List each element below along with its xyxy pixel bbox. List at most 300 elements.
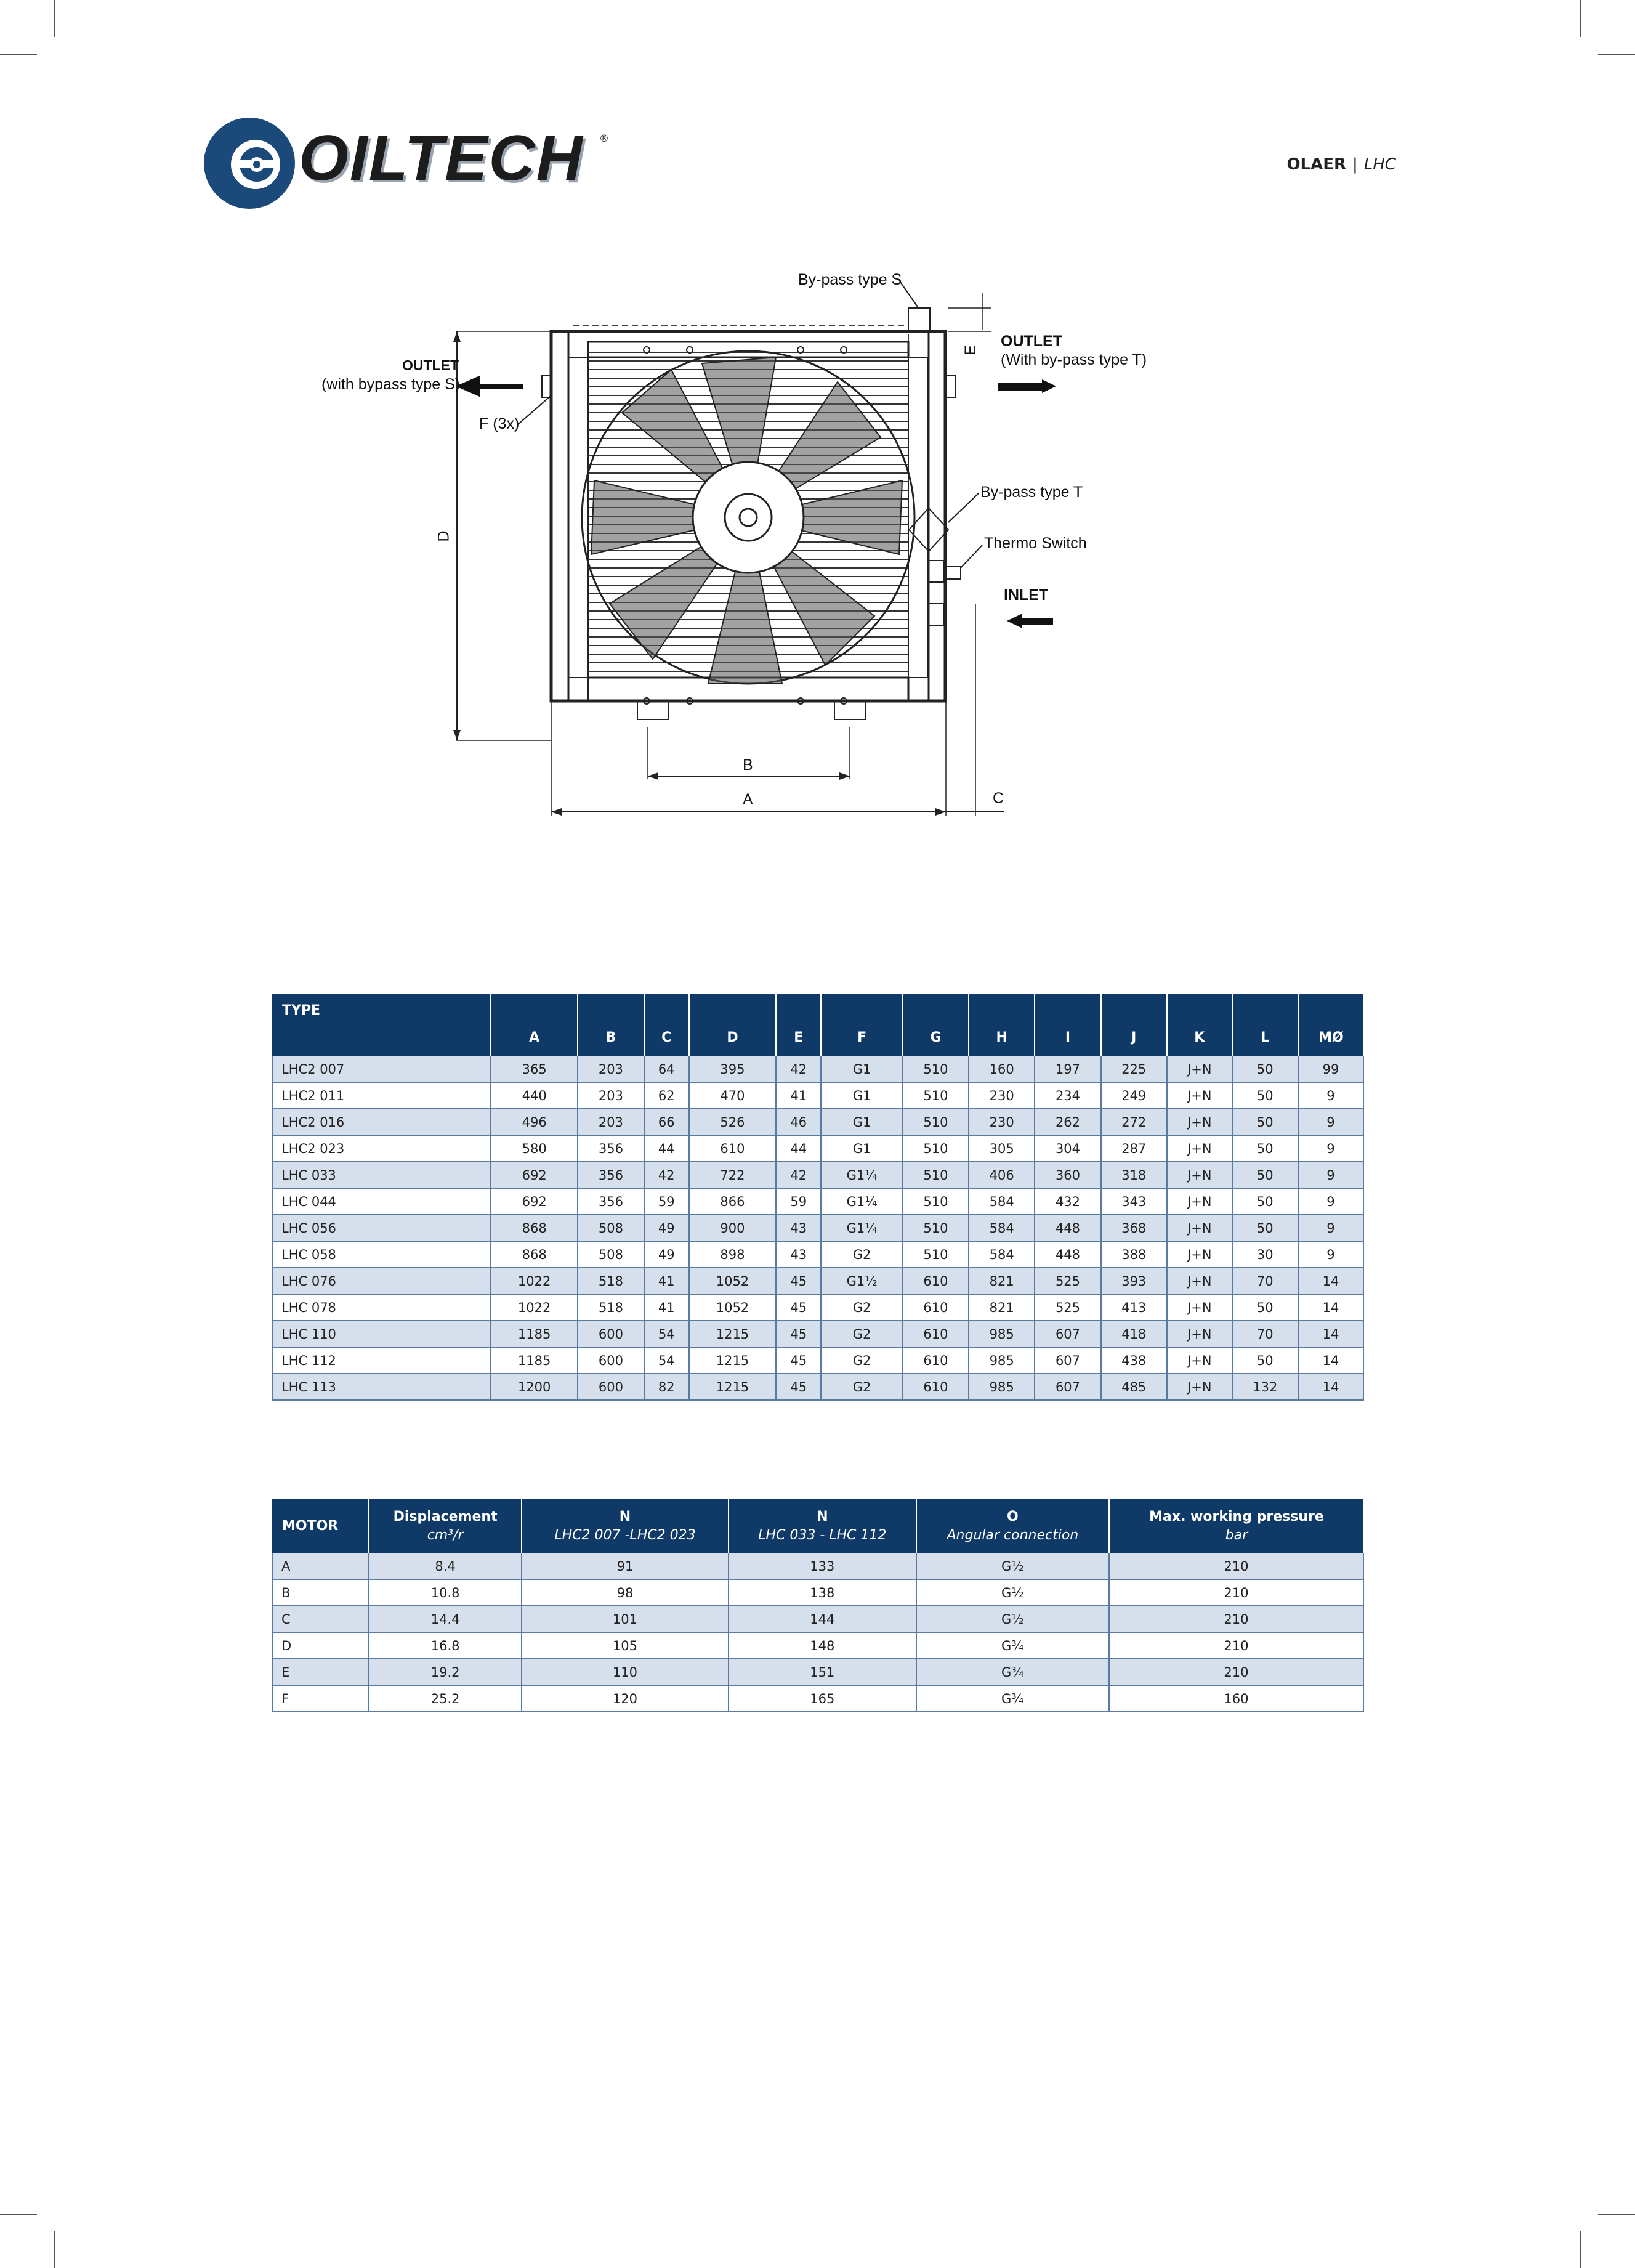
table-row [272, 1321, 1363, 1347]
table-cell: 406 [969, 1162, 1035, 1188]
table-cell: 607 [1035, 1374, 1100, 1400]
label-outlet-left: OUTLET [402, 357, 459, 373]
table-cell: 30 [1232, 1241, 1298, 1268]
crop-mark-tl-h [0, 54, 37, 55]
crop-mark-tl-v [54, 0, 55, 37]
n-lhc-col-sub: LHC 033 - LHC 112 [758, 1528, 887, 1543]
motor-col-title: MOTOR [282, 1518, 339, 1534]
table-cell: 395 [689, 1056, 776, 1082]
pressure-col-title: Max. working pressure [1149, 1509, 1324, 1525]
table-cell: A [272, 1553, 369, 1579]
dim-label-a: A [743, 791, 753, 808]
table-cell: 356 [578, 1188, 644, 1215]
table-cell: 9 [1298, 1135, 1363, 1162]
table-cell: 50 [1232, 1109, 1298, 1135]
table-row [272, 1109, 1363, 1135]
col-header: MØ [1298, 994, 1363, 1056]
table-cell: 70 [1232, 1268, 1298, 1294]
table-cell: G1½ [821, 1268, 903, 1294]
logo-emblem-icon [200, 114, 299, 213]
table-cell: 393 [1101, 1268, 1167, 1294]
table-row [272, 1268, 1363, 1294]
o-col-sub: Angular connection [947, 1528, 1079, 1543]
table-cell: 600 [578, 1321, 644, 1347]
table-cell: 866 [689, 1188, 776, 1215]
table-cell: 510 [903, 1109, 969, 1135]
table-cell: 10.8 [369, 1579, 522, 1606]
table-row [272, 1347, 1363, 1374]
table-row [272, 1579, 1363, 1606]
table-cell: 138 [729, 1579, 916, 1606]
table-cell: 14 [1298, 1374, 1363, 1400]
table-cell: 1185 [491, 1321, 578, 1347]
table-cell: 610 [903, 1294, 969, 1321]
table-cell: 151 [729, 1659, 916, 1685]
table-cell: G2 [821, 1374, 903, 1400]
table-cell: 9 [1298, 1109, 1363, 1135]
table-cell: 66 [644, 1109, 689, 1135]
table-cell: 692 [491, 1188, 578, 1215]
table-cell: 304 [1035, 1135, 1100, 1162]
logo-wordmark: OILTECH [299, 123, 584, 194]
table-cell: 41 [644, 1268, 689, 1294]
table-cell: 1052 [689, 1294, 776, 1321]
col-header: A [491, 994, 578, 1056]
table-cell: J+N [1167, 1374, 1232, 1400]
table-cell: 44 [644, 1135, 689, 1162]
table-cell: 105 [522, 1632, 729, 1659]
table-cell: 62 [644, 1082, 689, 1109]
table-cell: 9 [1298, 1215, 1363, 1241]
col-header: E [776, 994, 821, 1056]
col-header: I [1035, 994, 1100, 1056]
table-cell: 14 [1298, 1294, 1363, 1321]
table-cell: 610 [903, 1321, 969, 1347]
table-cell: 82 [644, 1374, 689, 1400]
table-cell: 59 [644, 1188, 689, 1215]
table-cell: 510 [903, 1188, 969, 1215]
table-row [272, 1215, 1363, 1241]
table-cell: 9 [1298, 1241, 1363, 1268]
dim-label-c: C [993, 790, 1004, 807]
table-cell: 14 [1298, 1347, 1363, 1374]
n-lhc2-col-sub: LHC2 007 -LHC2 023 [554, 1528, 696, 1543]
table-cell: G2 [821, 1294, 903, 1321]
table-cell: 607 [1035, 1347, 1100, 1374]
table-cell: 50 [1232, 1056, 1298, 1082]
table-cell: 580 [491, 1135, 578, 1162]
table-cell: 432 [1035, 1188, 1100, 1215]
table-cell: LHC 056 [272, 1215, 491, 1241]
table-row [272, 1632, 1363, 1659]
table-cell: J+N [1167, 1294, 1232, 1321]
n-lhc-col-title: N [817, 1509, 828, 1525]
table-cell: 42 [644, 1162, 689, 1188]
table-cell: 868 [491, 1215, 578, 1241]
table-cell: 900 [689, 1215, 776, 1241]
table-cell: 305 [969, 1135, 1035, 1162]
displacement-col-header [369, 1499, 522, 1553]
table-cell: 9 [1298, 1188, 1363, 1215]
table-cell: 510 [903, 1056, 969, 1082]
table-cell: 1022 [491, 1294, 578, 1321]
dimensions-table-body [272, 1056, 1363, 1400]
table-cell: 45 [776, 1374, 821, 1400]
registered-mark: ® [599, 132, 609, 144]
table-cell: 584 [969, 1215, 1035, 1241]
table-cell: LHC2 007 [272, 1056, 491, 1082]
col-header: H [969, 994, 1035, 1056]
motor-table-body [272, 1553, 1363, 1712]
table-cell: 508 [578, 1241, 644, 1268]
table-cell: 510 [903, 1135, 969, 1162]
table-cell: G½ [916, 1606, 1109, 1632]
table-cell: G½ [916, 1579, 1109, 1606]
table-cell: 41 [644, 1294, 689, 1321]
table-cell: 133 [729, 1553, 916, 1579]
motor-table [272, 1499, 1364, 1712]
table-cell: 584 [969, 1188, 1035, 1215]
table-cell: 64 [644, 1056, 689, 1082]
label-outlet-left-sub: (with bypass type S) [321, 376, 461, 393]
table-cell: 59 [776, 1188, 821, 1215]
table-cell: G¾ [916, 1659, 1109, 1685]
table-cell: 1215 [689, 1374, 776, 1400]
table-cell: 50 [1232, 1082, 1298, 1109]
table-cell: 44 [776, 1135, 821, 1162]
table-cell: 203 [578, 1082, 644, 1109]
col-header: F [821, 994, 903, 1056]
table-cell: 496 [491, 1109, 578, 1135]
crop-mark-br-h [1598, 2214, 1635, 2215]
table-cell: 148 [729, 1632, 916, 1659]
table-cell: 42 [776, 1056, 821, 1082]
table-cell: 356 [578, 1135, 644, 1162]
col-header: D [689, 994, 776, 1056]
table-cell: 203 [578, 1109, 644, 1135]
crop-mark-tr-v [1580, 0, 1581, 37]
table-cell: 343 [1101, 1188, 1167, 1215]
table-cell: 448 [1035, 1241, 1100, 1268]
table-row [272, 1135, 1363, 1162]
table-cell: 8.4 [369, 1553, 522, 1579]
table-cell: 210 [1109, 1579, 1363, 1606]
displacement-col-unit: cm³/r [427, 1528, 464, 1543]
table-cell: 868 [491, 1241, 578, 1268]
table-row [272, 1685, 1363, 1712]
crop-mark-bl-h [0, 2214, 37, 2215]
table-cell: J+N [1167, 1056, 1232, 1082]
col-header: TYPE [272, 994, 491, 1056]
table-cell: G¾ [916, 1685, 1109, 1712]
table-cell: 1215 [689, 1347, 776, 1374]
table-cell: 448 [1035, 1215, 1100, 1241]
table-cell: 50 [1232, 1294, 1298, 1321]
label-inlet: INLET [1004, 586, 1049, 604]
table-cell: 470 [689, 1082, 776, 1109]
table-cell: 101 [522, 1606, 729, 1632]
table-cell: 160 [1109, 1685, 1363, 1712]
table-cell: 692 [491, 1162, 578, 1188]
table-cell: G2 [821, 1347, 903, 1374]
table-cell: 197 [1035, 1056, 1100, 1082]
oiltech-logo [200, 114, 619, 213]
table-cell: 49 [644, 1241, 689, 1268]
table-cell: 607 [1035, 1321, 1100, 1347]
crop-mark-br-v [1580, 2231, 1581, 2268]
table-cell: LHC 113 [272, 1374, 491, 1400]
table-cell: 14.4 [369, 1606, 522, 1632]
table-row [272, 1659, 1363, 1685]
table-cell: LHC 058 [272, 1241, 491, 1268]
crop-mark-bl-v [54, 2231, 55, 2268]
table-row [272, 1162, 1363, 1188]
label-f-3x: F (3x) [479, 415, 520, 432]
table-cell: 50 [1232, 1162, 1298, 1188]
dimensions-table [272, 994, 1364, 1401]
label-bypass-t: By-pass type T [980, 484, 1083, 501]
table-cell: J+N [1167, 1082, 1232, 1109]
table-cell: 54 [644, 1347, 689, 1374]
table-cell: 144 [729, 1606, 916, 1632]
table-row [272, 1374, 1363, 1400]
table-cell: 368 [1101, 1215, 1167, 1241]
o-col-header [916, 1499, 1109, 1553]
table-cell: 49 [644, 1215, 689, 1241]
table-cell: G1 [821, 1056, 903, 1082]
pressure-col-unit: bar [1225, 1528, 1248, 1543]
o-col-title: O [1007, 1509, 1019, 1525]
table-cell: G1 [821, 1135, 903, 1162]
table-cell: 45 [776, 1294, 821, 1321]
table-cell: 210 [1109, 1606, 1363, 1632]
table-cell: J+N [1167, 1135, 1232, 1162]
table-cell: 14 [1298, 1321, 1363, 1347]
table-cell: G1 [821, 1082, 903, 1109]
dim-label-d: D [435, 530, 453, 542]
table-cell: 438 [1101, 1347, 1167, 1374]
table-cell: 50 [1232, 1135, 1298, 1162]
table-cell: 45 [776, 1347, 821, 1374]
table-cell: 610 [903, 1374, 969, 1400]
table-cell: 1215 [689, 1321, 776, 1347]
table-cell: LHC 044 [272, 1188, 491, 1215]
table-cell: 230 [969, 1082, 1035, 1109]
table-cell: 985 [969, 1347, 1035, 1374]
table-cell: 510 [903, 1215, 969, 1241]
table-cell: 160 [969, 1056, 1035, 1082]
table-cell: B [272, 1579, 369, 1606]
table-cell: J+N [1167, 1321, 1232, 1347]
table-cell: 110 [522, 1659, 729, 1685]
brand-separator: | [1352, 155, 1358, 174]
col-header: B [578, 994, 644, 1056]
table-row [272, 1294, 1363, 1321]
table-cell: LHC 078 [272, 1294, 491, 1321]
table-cell: 485 [1101, 1374, 1167, 1400]
table-cell: 287 [1101, 1135, 1167, 1162]
table-cell: 584 [969, 1241, 1035, 1268]
label-thermo-switch: Thermo Switch [984, 535, 1087, 552]
table-cell: 210 [1109, 1632, 1363, 1659]
table-cell: 272 [1101, 1109, 1167, 1135]
table-cell: 249 [1101, 1082, 1167, 1109]
table-cell: G2 [821, 1241, 903, 1268]
table-cell: F [272, 1685, 369, 1712]
table-cell: 508 [578, 1215, 644, 1241]
table-cell: 600 [578, 1347, 644, 1374]
table-cell: 225 [1101, 1056, 1167, 1082]
table-cell: LHC2 016 [272, 1109, 491, 1135]
table-row [272, 1082, 1363, 1109]
table-cell: G2 [821, 1321, 903, 1347]
crop-mark-tr-h [1598, 54, 1635, 55]
table-cell: 821 [969, 1294, 1035, 1321]
table-cell: 360 [1035, 1162, 1100, 1188]
table-cell: 510 [903, 1241, 969, 1268]
table-cell: G1 [821, 1109, 903, 1135]
table-row [272, 1188, 1363, 1215]
table-cell: 99 [1298, 1056, 1363, 1082]
table-cell: 120 [522, 1685, 729, 1712]
table-cell: 898 [689, 1241, 776, 1268]
table-cell: 98 [522, 1579, 729, 1606]
table-row [272, 1606, 1363, 1632]
table-cell: 1052 [689, 1268, 776, 1294]
table-cell: 413 [1101, 1294, 1167, 1321]
table-cell: LHC 112 [272, 1347, 491, 1374]
table-cell: 50 [1232, 1188, 1298, 1215]
table-cell: 9 [1298, 1162, 1363, 1188]
table-cell: 165 [729, 1685, 916, 1712]
table-cell: 262 [1035, 1109, 1100, 1135]
table-cell: G1¼ [821, 1215, 903, 1241]
table-cell: 25.2 [369, 1685, 522, 1712]
table-cell: 50 [1232, 1215, 1298, 1241]
table-row [272, 1241, 1363, 1268]
col-header: C [644, 994, 689, 1056]
table-row [272, 1056, 1363, 1082]
table-cell: 50 [1232, 1347, 1298, 1374]
table-cell: 318 [1101, 1162, 1167, 1188]
table-cell: 54 [644, 1321, 689, 1347]
table-cell: J+N [1167, 1162, 1232, 1188]
table-cell: 600 [578, 1374, 644, 1400]
table-cell: 356 [578, 1162, 644, 1188]
table-cell: D [272, 1632, 369, 1659]
table-cell: 9 [1298, 1082, 1363, 1109]
displacement-col-title: Displacement [393, 1509, 498, 1525]
table-cell: 365 [491, 1056, 578, 1082]
table-cell: 525 [1035, 1268, 1100, 1294]
table-row [272, 1553, 1363, 1579]
dim-label-b: B [743, 756, 753, 774]
model-name: LHC [1363, 155, 1396, 174]
table-cell: 234 [1035, 1082, 1100, 1109]
table-cell: J+N [1167, 1347, 1232, 1374]
table-cell: 43 [776, 1241, 821, 1268]
table-cell: J+N [1167, 1188, 1232, 1215]
table-cell: 46 [776, 1109, 821, 1135]
table-cell: 526 [689, 1109, 776, 1135]
table-cell: LHC 076 [272, 1268, 491, 1294]
table-cell: 210 [1109, 1553, 1363, 1579]
table-cell: 518 [578, 1268, 644, 1294]
table-cell: 518 [578, 1294, 644, 1321]
table-cell: 91 [522, 1553, 729, 1579]
table-cell: 210 [1109, 1659, 1363, 1685]
table-cell: LHC2 023 [272, 1135, 491, 1162]
table-cell: 440 [491, 1082, 578, 1109]
table-cell: LHC2 011 [272, 1082, 491, 1109]
table-cell: 1185 [491, 1347, 578, 1374]
table-cell: 1022 [491, 1268, 578, 1294]
n-lhc2-col-title: N [619, 1509, 631, 1525]
table-cell: 230 [969, 1109, 1035, 1135]
table-cell: 610 [903, 1347, 969, 1374]
table-cell: 610 [903, 1268, 969, 1294]
dim-label-e: E [961, 345, 979, 355]
table-cell: J+N [1167, 1241, 1232, 1268]
table-cell: 510 [903, 1082, 969, 1109]
table-cell: 1200 [491, 1374, 578, 1400]
table-cell: 525 [1035, 1294, 1100, 1321]
table-cell: 510 [903, 1162, 969, 1188]
label-bypass-s: By-pass type S [798, 271, 902, 288]
table-cell: J+N [1167, 1215, 1232, 1241]
dimensions-header-row [272, 994, 1363, 1056]
pressure-col-header [1109, 1499, 1363, 1553]
table-cell: 821 [969, 1268, 1035, 1294]
table-cell: 985 [969, 1321, 1035, 1347]
table-cell: 985 [969, 1374, 1035, 1400]
brand-name: OLAER [1286, 155, 1347, 174]
table-cell: J+N [1167, 1109, 1232, 1135]
table-cell: 610 [689, 1135, 776, 1162]
table-cell: G1¼ [821, 1162, 903, 1188]
table-cell: G½ [916, 1553, 1109, 1579]
table-cell: 722 [689, 1162, 776, 1188]
table-cell: LHC 110 [272, 1321, 491, 1347]
table-cell: 42 [776, 1162, 821, 1188]
table-cell: 45 [776, 1321, 821, 1347]
table-cell: 45 [776, 1268, 821, 1294]
label-outlet-right-sub: (With by-pass type T) [1001, 351, 1147, 368]
n-lhc-col-header [729, 1499, 916, 1553]
table-cell: 16.8 [369, 1632, 522, 1659]
technical-drawing [308, 259, 1170, 825]
col-header: K [1167, 994, 1232, 1056]
table-cell: G¾ [916, 1632, 1109, 1659]
col-header: G [903, 994, 969, 1056]
table-cell: 70 [1232, 1321, 1298, 1347]
table-cell: 43 [776, 1215, 821, 1241]
motor-header-row [272, 1499, 1363, 1553]
table-cell: 41 [776, 1082, 821, 1109]
table-cell: J+N [1167, 1268, 1232, 1294]
col-header: L [1232, 994, 1298, 1056]
header-brand [1286, 155, 1396, 174]
table-cell: 388 [1101, 1241, 1167, 1268]
motor-col-header [272, 1499, 369, 1553]
n-lhc2-col-header [522, 1499, 729, 1553]
table-cell: 418 [1101, 1321, 1167, 1347]
table-cell: 132 [1232, 1374, 1298, 1400]
col-header: J [1101, 994, 1167, 1056]
table-cell: 203 [578, 1056, 644, 1082]
table-cell: G1¼ [821, 1188, 903, 1215]
table-cell: LHC 033 [272, 1162, 491, 1188]
